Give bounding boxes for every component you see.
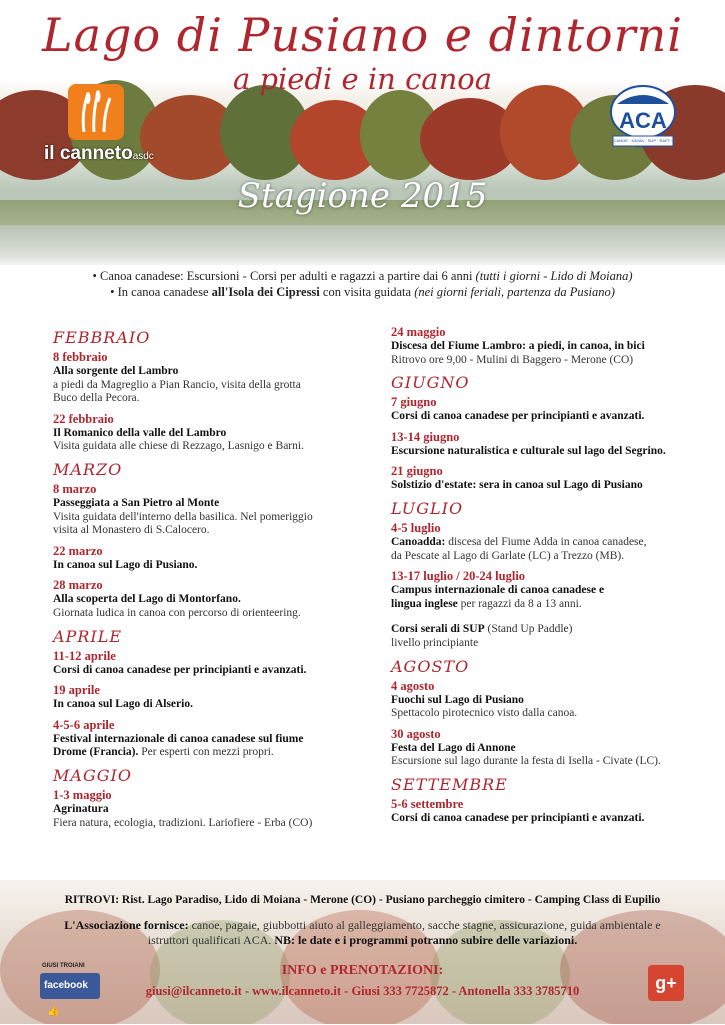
event-title: Il Romanico della valle del Lambro (53, 426, 227, 439)
aca-logo (607, 84, 679, 154)
thumbs-up-icon: 👍 (47, 1006, 60, 1017)
event-desc: Visita guidata alle chiese di Rezzago, Lasnigo e Barni. (53, 440, 304, 453)
intro-text (0, 268, 725, 300)
event-title: Fuochi sul Lago di Pusiano (391, 693, 524, 706)
month-heading: LUGLIO (391, 498, 464, 518)
ritrovi-line: RITROVI: Rist. Lago Paradiso, Lido di Moiana - Merone (CO) - Pusiano parcheggio cimitero - Camping Class di Eupilio (64, 894, 661, 906)
event-title: Festa del Lago di Annone (391, 741, 516, 754)
event-date: 5-6 settembre (391, 796, 464, 811)
event-date: 24 maggio (391, 325, 446, 339)
info-contacts[interactable]: giusi@ilcanneto.it - www.ilcanneto.it - Giusi 333 7725872 - Antonella 333 3785710 (145, 984, 580, 998)
giusi-label: GIUSI TROIANI (42, 963, 85, 969)
event-date: 4-5-6 aprile (53, 717, 115, 732)
aca-logo-text: ACA (619, 108, 667, 133)
event-date: 22 febbraio (53, 411, 114, 426)
event-title: Alla scoperta del Lago di Montorfano. (53, 593, 241, 606)
event-title: Agrinatura (53, 802, 109, 815)
event-date: 7 giugno (391, 395, 437, 410)
season-title: Stagione 2015 (237, 176, 488, 216)
month-heading: APRILE (53, 626, 122, 646)
google-plus-icon[interactable]: g+ (648, 965, 684, 1001)
event-desc: Ritrovo ore 9,00 - Mulini di Baggero - Merone (CO) (391, 353, 634, 366)
month-heading: MARZO (53, 459, 123, 479)
event-desc: Giornata ludica in canoa con percorso di orienteering. (53, 606, 301, 619)
event-title-with-desc: Canoadda: discesa del Fiume Adda in canoa canadese, da Pescate al Lago di Garlate (LC) a Trezzo (MB). (391, 535, 647, 562)
event-title: In canoa sul Lago di Alserio. (53, 698, 193, 711)
intro-line-2: • In canoa canadese all'Isola dei Cipressi con visita guidata (nei giorni feriali, partenza da Pusiano) (110, 285, 615, 299)
event-desc: Spettacolo pirotecnico visto dalla canoa. (391, 707, 578, 720)
event-title: Alla sorgente del Lambro (53, 365, 179, 377)
event-desc: Fiera natura, ecologia, tradizioni. Lariofiere - Erba (CO) (53, 816, 313, 829)
event-date: 13-17 luglio / 20-24 luglio (391, 569, 526, 584)
event-date: 21 giugno (391, 464, 443, 479)
facebook-label: facebook (44, 980, 88, 991)
event-title-with-desc: Corsi serali di SUP (Stand Up Paddle) livello principiante (391, 623, 573, 649)
canneto-logo-text: il cannetoasdc (44, 143, 154, 164)
month-heading: FEBBRAIO (53, 328, 151, 347)
aca-logo-tagline: CANOE · KAYAK · SUP · RAFT · RESCUE (613, 138, 673, 149)
event-desc: Escursione sul lago durante la festa di Isella - Civate (LC). (391, 755, 661, 768)
event-desc: a piedi da Magreglio a Pian Rancio, visita della grotta Buco della Pecora. (53, 378, 301, 405)
event-date: 11-12 aprile (53, 648, 116, 663)
event-date: 19 aprile (53, 683, 100, 698)
event-title: Passeggiata a San Pietro al Monte (53, 496, 220, 509)
event-date: 8 febbraio (53, 350, 108, 364)
event-date: 4-5 luglio (391, 520, 441, 535)
event-date: 30 agosto (391, 726, 441, 741)
event-title: Corsi di canoa canadese per principianti e avanzati. (391, 410, 645, 423)
event-date: 4 agosto (391, 678, 435, 693)
event-date: 13-14 giugno (391, 429, 460, 444)
event-date: 22 marzo (53, 543, 103, 558)
event-desc: Visita guidata dell'interno della basilica. Nel pomeriggio visita al Monastero di S.Calocero. (53, 510, 313, 537)
event-title: Corsi di canoa canadese per principianti e avanzati. (53, 663, 307, 676)
event-title-with-desc: Festival internazionale di canoa canadese sul fiume Drome (Francia). Per esperti con mezzi propri. (53, 732, 304, 759)
event-title: Corsi di canoa canadese per principianti e avanzati. (391, 811, 645, 824)
event-date: 8 marzo (53, 481, 97, 496)
event-date: 28 marzo (53, 578, 103, 593)
events-column-right (391, 325, 711, 826)
event-title: Escursione naturalistica e culturale sul lago del Segrino. (391, 444, 666, 457)
event-date: 1-3 maggio (53, 787, 112, 802)
event-title: Discesa del Fiume Lambro: a piedi, in canoa, in bici (391, 340, 645, 352)
event-title-with-desc: Campus internazionale di canoa canadese e lingua inglese per ragazzi da 8 a 13 anni. (391, 584, 605, 610)
month-heading: AGOSTO (391, 656, 470, 676)
intro-line-1: • Canoa canadese: Escursioni - Corsi per adulti e ragazzi a partire dai 6 anni (tutti i giorni - Lido di Moiana) (92, 269, 633, 283)
month-heading: SETTEMBRE (391, 774, 508, 794)
poster-title: Lago di Pusiano e dintorni (42, 8, 683, 62)
event-title: Solstizio d'estate: sera in canoa sul Lago di Pusiano (391, 479, 643, 492)
month-heading: MAGGIO (53, 765, 132, 785)
association-info: L'Associazione fornisce: canoe, pagaie, giubbotti aiuto al galleggiamento, sacche stagne, assicurazione, guida ambientale e istruttori qualificati ACA. NB: le date e i programmi potranno subire delle variazioni. (64, 918, 661, 947)
events-column-left (53, 322, 373, 830)
canneto-logo (68, 84, 124, 140)
info-title: INFO e PRENOTAZIONI: (281, 963, 444, 978)
event-title: In canoa sul Lago di Pusiano. (53, 558, 198, 571)
month-heading: GIUGNO (391, 373, 470, 393)
poster-subtitle: a piedi e in canoa (232, 62, 493, 96)
